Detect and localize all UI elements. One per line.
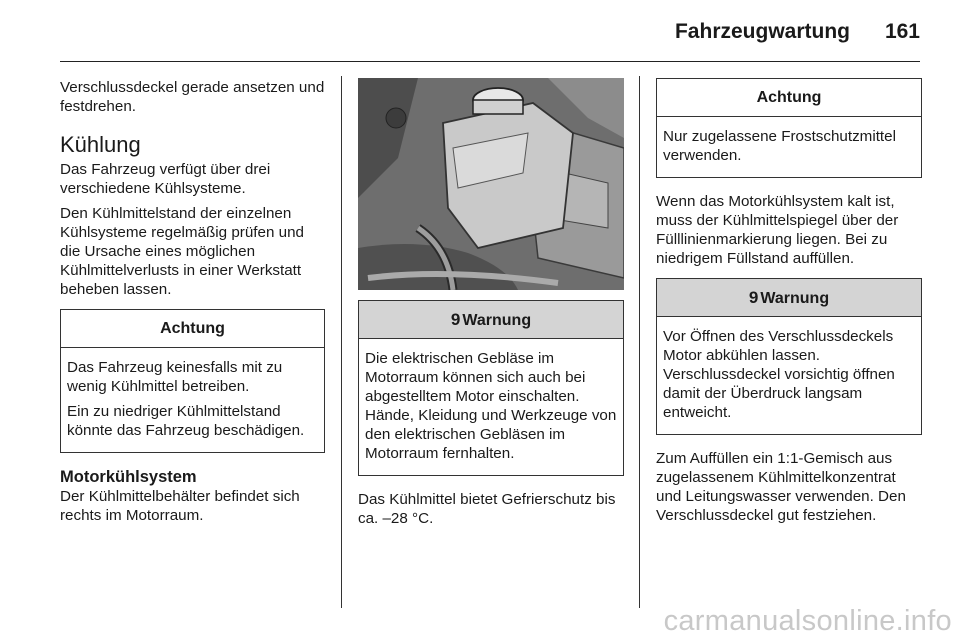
warning-icon: 9	[748, 288, 759, 307]
column-2	[358, 78, 624, 534]
warning-box	[358, 300, 624, 476]
column-divider-1	[341, 76, 342, 608]
caution-text-1: Das Fahrzeug keinesfalls mit zu wenig Kühlmittel betreiben.	[67, 359, 283, 395]
paragraph-frost-protection: Das Kühlmittel bietet Gefrierschutz bis ca. –28 °C.	[358, 491, 616, 527]
page-number: 161	[884, 20, 920, 43]
caution-text-2: Ein zu niedriger Kühlmittelstand könnte das Fahrzeug beschädigen.	[67, 403, 305, 439]
warning-box-title	[359, 301, 623, 339]
subheading-motorkuehlsystem: Motorkühlsystem	[60, 468, 197, 486]
warning-icon: 9	[450, 310, 461, 329]
coolant-reservoir-photo	[358, 78, 624, 290]
warning-box-cap	[656, 278, 922, 435]
column-1	[60, 78, 325, 531]
page-header	[60, 16, 920, 62]
warning-text: Die elektrischen Gebläse im Motorraum können sich auch bei abgestelltem Motor einschalten. Hände, Kleidung und Werkzeuge von den elektrischen Gebläsen im Motorraum fernhalten.	[365, 350, 617, 462]
column-3	[656, 78, 922, 531]
warning-cap-text: Vor Öffnen des Verschlussdeckels Motor abkühlen lassen. Verschlussdeckel vorsichtig öffnen damit der Überdruck langsam entweicht.	[663, 328, 895, 421]
watermark: carmanualsonline.info	[663, 605, 952, 637]
page-title: Fahrzeugwartung	[674, 20, 850, 43]
warning-box-title-text: Warnung	[462, 312, 532, 329]
caution-antifreeze-text: Nur zugelassene Frostschutzmittel verwenden.	[663, 128, 896, 164]
paragraph-cap-instruction: Verschlussdeckel gerade ansetzen und festdrehen.	[60, 79, 325, 115]
caution-box-antifreeze-title: Achtung	[657, 79, 921, 117]
section-heading-kuehlung: Kühlung	[60, 132, 141, 157]
paragraph-cooling-systems: Das Fahrzeug verfügt über drei verschiedene Kühlsysteme.	[60, 161, 271, 197]
paragraph-refill-mixture: Zum Auffüllen ein 1:1-Gemisch aus zugelassenem Kühlmittelkonzentrat und Leitungswasser verwenden. Den Verschlussdeckel gut festziehen.	[656, 450, 906, 524]
caution-box-title: Achtung	[61, 310, 324, 348]
warning-box-cap-title-text: Warnung	[760, 290, 830, 307]
column-divider-2	[639, 76, 640, 608]
paragraph-coolant-check: Den Kühlmittelstand der einzelnen Kühlsysteme regelmäßig prüfen und die Ursache eines möglichen Kühlmittelverlusts in einer Werkstatt beheben lassen.	[60, 205, 304, 298]
caution-box-antifreeze	[656, 78, 922, 178]
warning-box-cap-title	[657, 279, 921, 317]
paragraph-coolant-reservoir-location: Der Kühlmittelbehälter befindet sich rechts im Motorraum.	[60, 488, 300, 524]
engine-bay-illustration	[358, 78, 624, 290]
paragraph-coolant-level: Wenn das Motorkühlsystem kalt ist, muss der Kühlmittelspiegel über der Fülllinienmarkierung liegen. Bei zu niedrigem Füllstand auffüllen.	[656, 193, 899, 267]
caution-box	[60, 309, 325, 453]
